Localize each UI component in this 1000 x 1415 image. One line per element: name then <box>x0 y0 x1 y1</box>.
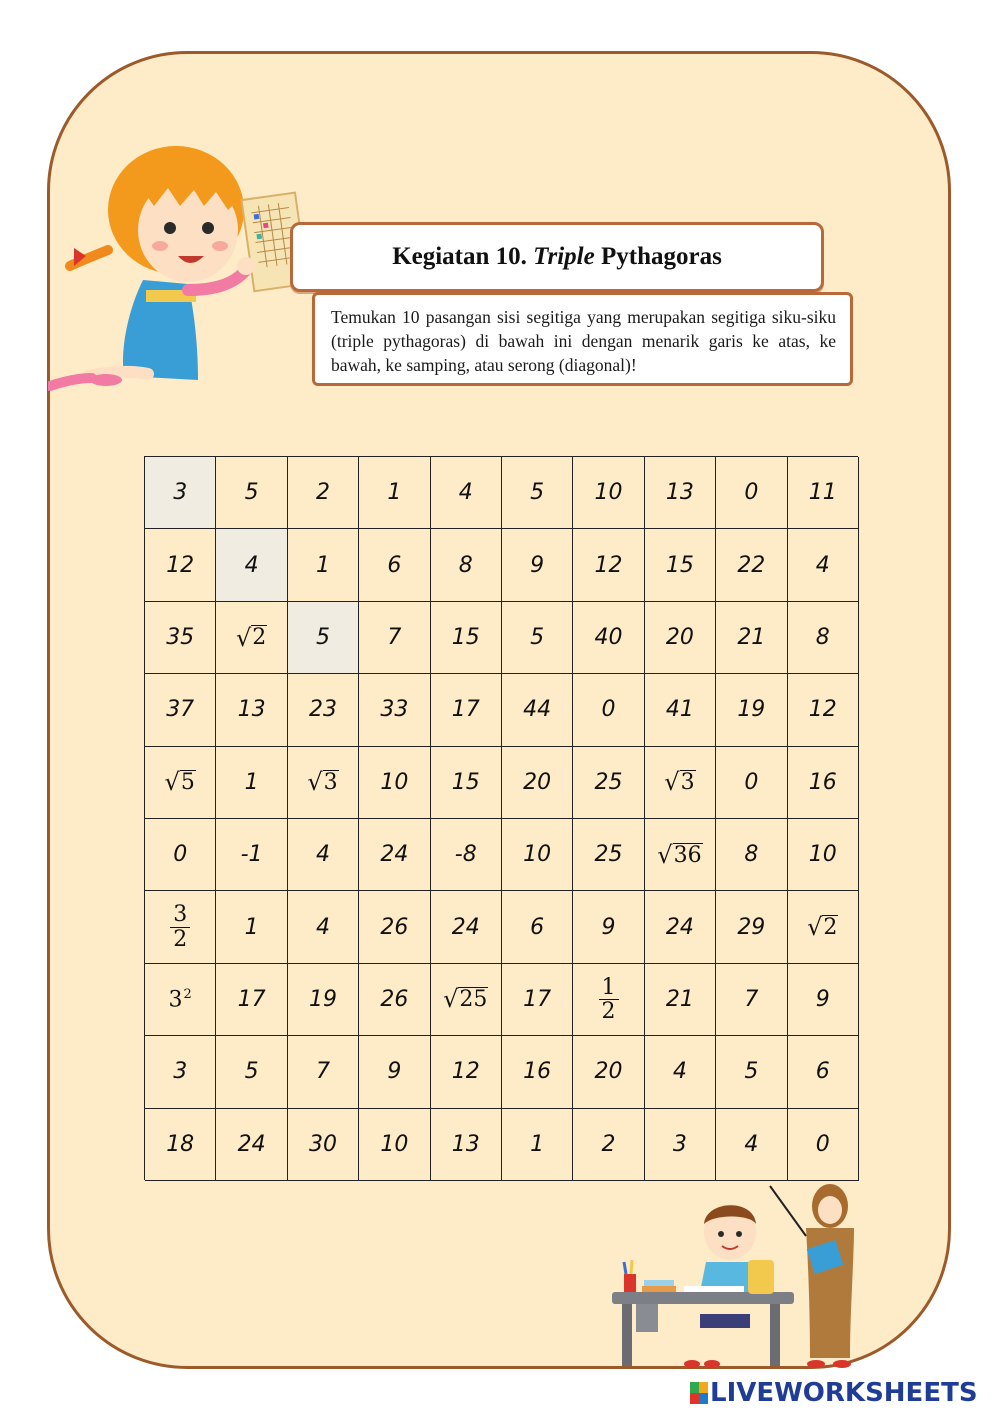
grid-cell-r7-c1[interactable] <box>145 891 216 963</box>
grid-cell-r8-c9[interactable]: 7 <box>716 964 787 1036</box>
square-root: √ 2 <box>235 623 267 652</box>
grid-cell-r6-c9[interactable]: 8 <box>716 819 787 891</box>
grid-cell-r10-c3[interactable]: 30 <box>288 1109 359 1181</box>
grid-cell-r3-c9[interactable]: 21 <box>716 602 787 674</box>
grid-cell-r5-c2[interactable]: 1 <box>216 747 287 819</box>
grid-cell-r9-c2[interactable]: 5 <box>216 1036 287 1108</box>
grid-cell-r10-c10[interactable]: 0 <box>788 1109 859 1181</box>
grid-cell-r5-c6[interactable]: 20 <box>502 747 573 819</box>
grid-cell-r2-c9[interactable]: 22 <box>716 529 787 601</box>
grid-cell-r10-c1[interactable]: 18 <box>145 1109 216 1181</box>
grid-cell-r9-c1[interactable]: 3 <box>145 1036 216 1108</box>
grid-cell-r7-c5[interactable]: 24 <box>431 891 502 963</box>
classroom-illustration <box>610 1180 880 1370</box>
grid-cell-r7-c2[interactable]: 1 <box>216 891 287 963</box>
grid-cell-r1-c7[interactable]: 10 <box>573 457 644 529</box>
grid-cell-r9-c5[interactable]: 12 <box>431 1036 502 1108</box>
grid-cell-r6-c2[interactable]: -1 <box>216 819 287 891</box>
grid-cell-r3-c2[interactable] <box>216 602 287 674</box>
grid-cell-r10-c7[interactable]: 2 <box>573 1109 644 1181</box>
grid-cell-r4-c3[interactable]: 23 <box>288 674 359 746</box>
grid-cell-r2-c4[interactable]: 6 <box>359 529 430 601</box>
fraction: $\frac{3}{2}$ <box>170 903 190 950</box>
grid-cell-r8-c2[interactable]: 17 <box>216 964 287 1036</box>
grid-cell-r9-c8[interactable]: 4 <box>645 1036 716 1108</box>
grid-cell-r2-c1[interactable]: 12 <box>145 529 216 601</box>
grid-cell-r3-c3[interactable]: 5 <box>288 602 359 674</box>
grid-cell-r6-c5[interactable]: -8 <box>431 819 502 891</box>
grid-cell-r7-c4[interactable]: 26 <box>359 891 430 963</box>
grid-cell-r1-c6[interactable]: 5 <box>502 457 573 529</box>
grid-cell-r8-c7[interactable] <box>573 964 644 1036</box>
grid-cell-r6-c4[interactable]: 24 <box>359 819 430 891</box>
grid-cell-r4-c1[interactable]: 37 <box>145 674 216 746</box>
grid-cell-r1-c1[interactable]: 3 <box>145 457 216 529</box>
grid-cell-r10-c9[interactable]: 4 <box>716 1109 787 1181</box>
square-root: √ 5 <box>164 768 195 797</box>
grid-cell-r10-c6[interactable]: 1 <box>502 1109 573 1181</box>
grid-cell-r7-c3[interactable]: 4 <box>288 891 359 963</box>
grid-cell-r4-c7[interactable]: 0 <box>573 674 644 746</box>
grid-cell-r8-c4[interactable]: 26 <box>359 964 430 1036</box>
grid-cell-r7-c7[interactable]: 9 <box>573 891 644 963</box>
grid-cell-r3-c6[interactable]: 5 <box>502 602 573 674</box>
square-root: √ 2 <box>807 913 838 942</box>
grid-cell-r1-c10[interactable]: 11 <box>788 457 859 529</box>
liveworksheets-logo-text: LIVEWORKSHEETS <box>710 1378 978 1408</box>
grid-cell-r10-c2[interactable]: 24 <box>216 1109 287 1181</box>
grid-cell-r10-c5[interactable]: 13 <box>431 1109 502 1181</box>
grid-cell-r1-c5[interactable]: 4 <box>431 457 502 529</box>
activity-title-box <box>290 222 824 292</box>
grid-cell-r5-c10[interactable]: 16 <box>788 747 859 819</box>
grid-cell-r5-c7[interactable]: 25 <box>573 747 644 819</box>
grid-cell-r7-c8[interactable]: 24 <box>645 891 716 963</box>
grid-cell-r4-c8[interactable]: 41 <box>645 674 716 746</box>
grid-cell-r6-c6[interactable]: 10 <box>502 819 573 891</box>
grid-cell-r7-c6[interactable]: 6 <box>502 891 573 963</box>
grid-cell-r8-c6[interactable]: 17 <box>502 964 573 1036</box>
number-grid <box>144 456 858 1180</box>
instructions-box <box>312 292 853 386</box>
grid-cell-r9-c7[interactable]: 20 <box>573 1036 644 1108</box>
square-root: √ 36 <box>657 840 702 869</box>
grid-cell-r4-c5[interactable]: 17 <box>431 674 502 746</box>
girl-with-paper-illustration <box>48 140 310 410</box>
grid-cell-r9-c3[interactable]: 7 <box>288 1036 359 1108</box>
grid-cell-r1-c9[interactable]: 0 <box>716 457 787 529</box>
grid-cell-r2-c6[interactable]: 9 <box>502 529 573 601</box>
grid-cell-r5-c5[interactable]: 15 <box>431 747 502 819</box>
square-root: √ 3 <box>307 768 338 797</box>
liveworksheets-logo[interactable] <box>690 1378 978 1408</box>
grid-cell-r3-c4[interactable]: 7 <box>359 602 430 674</box>
grid-cell-r7-c9[interactable]: 29 <box>716 891 787 963</box>
grid-cell-r5-c4[interactable]: 10 <box>359 747 430 819</box>
grid-cell-r5-c9[interactable]: 0 <box>716 747 787 819</box>
grid-cell-r4-c2[interactable]: 13 <box>216 674 287 746</box>
grid-cell-r7-c10[interactable] <box>788 891 859 963</box>
grid-cell-r10-c8[interactable]: 3 <box>645 1109 716 1181</box>
grid-cell-r5-c8[interactable] <box>645 747 716 819</box>
grid-cell-r8-c10[interactable]: 9 <box>788 964 859 1036</box>
instructions-text: Temukan 10 pasangan sisi segitiga yang merupakan segitiga siku-siku (triple pythagoras) di bawah ini dengan menarik garis ke atas, ke bawah, ke samping, atau serong (diagonal)! <box>331 307 836 375</box>
grid-cell-r1-c3[interactable]: 2 <box>288 457 359 529</box>
grid-cell-r2-c10[interactable]: 4 <box>788 529 859 601</box>
liveworksheets-logo-icon <box>690 1382 708 1404</box>
grid-cell-r2-c3[interactable]: 1 <box>288 529 359 601</box>
grid-cell-r6-c1[interactable]: 0 <box>145 819 216 891</box>
grid-cell-r1-c8[interactable]: 13 <box>645 457 716 529</box>
grid-cell-r3-c5[interactable]: 15 <box>431 602 502 674</box>
grid-cell-r6-c10[interactable]: 10 <box>788 819 859 891</box>
square-root: √ 3 <box>664 768 695 797</box>
grid-cell-r8-c3[interactable]: 19 <box>288 964 359 1036</box>
grid-cell-r9-c6[interactable]: 16 <box>502 1036 573 1108</box>
grid-cell-r8-c8[interactable]: 21 <box>645 964 716 1036</box>
grid-cell-r2-c5[interactable]: 8 <box>431 529 502 601</box>
grid-cell-r1-c2[interactable]: 5 <box>216 457 287 529</box>
square-root: √ 25 <box>443 985 488 1014</box>
grid-cell-r4-c9[interactable]: 19 <box>716 674 787 746</box>
grid-cell-r4-c10[interactable]: 12 <box>788 674 859 746</box>
grid-cell-r4-c6[interactable]: 44 <box>502 674 573 746</box>
grid-cell-r3-c8[interactable]: 20 <box>645 602 716 674</box>
grid-cell-r8-c1[interactable] <box>145 964 216 1036</box>
grid-cell-r3-c10[interactable]: 8 <box>788 602 859 674</box>
grid-cell-r9-c4[interactable]: 9 <box>359 1036 430 1108</box>
grid-cell-r3-c7[interactable]: 40 <box>573 602 644 674</box>
power: $3^2$ <box>168 986 192 1013</box>
grid-cell-r2-c7[interactable]: 12 <box>573 529 644 601</box>
grid-cell-r1-c4[interactable]: 1 <box>359 457 430 529</box>
grid-cell-r6-c3[interactable]: 4 <box>288 819 359 891</box>
grid-cell-r9-c9[interactable]: 5 <box>716 1036 787 1108</box>
grid-cell-r10-c4[interactable]: 10 <box>359 1109 430 1181</box>
grid-cell-r5-c3[interactable] <box>288 747 359 819</box>
grid-cell-r4-c4[interactable]: 33 <box>359 674 430 746</box>
activity-title: Kegiatan 10. Triple Pythagoras <box>392 243 722 270</box>
grid-cell-r6-c8[interactable] <box>645 819 716 891</box>
grid-cell-r5-c1[interactable] <box>145 747 216 819</box>
grid-cell-r9-c10[interactable]: 6 <box>788 1036 859 1108</box>
grid-cell-r6-c7[interactable]: 25 <box>573 819 644 891</box>
fraction: $\frac{1}{2}$ <box>599 976 619 1023</box>
grid-cell-r2-c2[interactable]: 4 <box>216 529 287 601</box>
grid-cell-r8-c5[interactable] <box>431 964 502 1036</box>
grid-cell-r2-c8[interactable]: 15 <box>645 529 716 601</box>
grid-cell-r3-c1[interactable]: 35 <box>145 602 216 674</box>
